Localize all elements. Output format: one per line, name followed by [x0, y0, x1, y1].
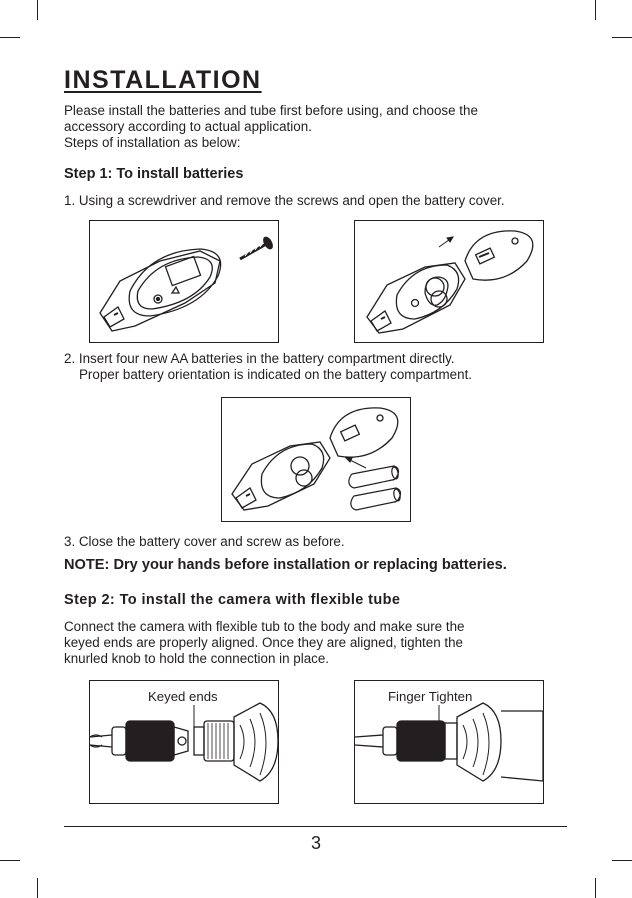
footer-rule [64, 826, 567, 827]
figure-finger-tighten [354, 680, 544, 804]
crop-mark [37, 878, 38, 898]
crop-mark [595, 878, 596, 898]
page-number: 3 [310, 833, 321, 853]
battery-icon [349, 466, 401, 510]
device-open-illustration [355, 221, 543, 342]
step2-paragraph: Connect the camera with flexible tub to the body and make sure the [64, 619, 465, 634]
step1-item2: 2. Insert four new AA batteries in the battery compartment directly. [64, 351, 455, 366]
finger-tighten-illustration [355, 681, 543, 803]
step1-heading: Step 1: To install batteries [64, 166, 244, 182]
intro-line: Steps of installation as below: [64, 135, 241, 150]
arrow-icon [346, 458, 366, 468]
step1-item1: 1. Using a screwdriver and remove the screws and open the battery cover. [64, 193, 505, 208]
intro-line: Please install the batteries and tube first before using, and choose the [64, 103, 478, 118]
step2-paragraph: keyed ends are properly aligned. Once they are aligned, tighten the [64, 635, 464, 650]
crop-mark [0, 860, 20, 861]
arrow-icon [439, 237, 453, 247]
crop-mark [595, 0, 596, 20]
step2-paragraph: knurled knob to hold the connection in place. [64, 651, 330, 666]
crop-mark [612, 860, 632, 861]
step1-item2: Proper battery orientation is indicated on the battery compartment. [79, 367, 473, 382]
crop-mark [0, 37, 20, 38]
device-closed-illustration [90, 221, 278, 342]
figure-insert-batteries [221, 397, 411, 522]
screw-icon [240, 235, 275, 259]
note-text: NOTE: Dry your hands before installation or replacing batteries. [64, 557, 507, 573]
figure-closed-cover [89, 220, 279, 343]
finger-tighten-label: Finger Tighten [388, 689, 473, 704]
page-title: INSTALLATION [64, 66, 262, 94]
intro-line: accessory according to actual application. [64, 119, 312, 134]
step1-item3: 3. Close the battery cover and screw as before. [64, 534, 345, 549]
step2-heading: Step 2: To install the camera with flexible tube [64, 592, 401, 608]
keyed-ends-label: Keyed ends [148, 689, 218, 704]
keyed-ends-illustration [90, 681, 278, 803]
crop-mark [612, 37, 632, 38]
batteries-illustration [222, 398, 410, 521]
figure-keyed-ends [89, 680, 279, 804]
crop-mark [37, 0, 38, 20]
figure-open-cover [354, 220, 544, 343]
